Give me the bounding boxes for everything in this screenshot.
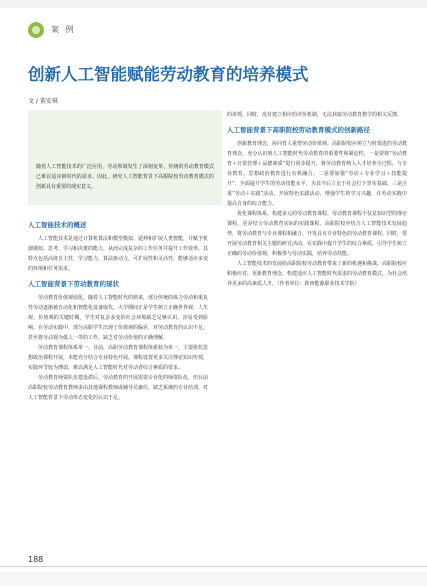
footer-band (0, 572, 427, 586)
paragraph: 人工智能技术是通过计算机算法和模型模拟、延伸和扩展人类智能，并赋予机器感知、思考、学习和决策的能力，从而完成复杂的工作任务并提升工作效率。其特点包括高度自主性、学习能力、算法驱动力，可扩展性和灵活性，能够适应多变的环境和任务需求。 (28, 236, 209, 272)
article-author: 文 / 董安琪 (28, 98, 58, 105)
paragraph: 的讲授，同时，没有建立相应的评价机制，无法获取劳动教育教学的相关反馈。 (227, 112, 403, 118)
abstract-text: 随着人工智能技术的广泛应用，劳动领域发生了深刻变革，传统的劳动教育模式已难以适应新时代的需求。因此，研究人工智能背景下高职院校劳动教育模式的创新具有重要的现实意义。 (36, 164, 214, 190)
left-column (28, 215, 208, 403)
paragraph: 创新教育理念，协同育人重塑劳动价值观。高职院校应树立与时俱进的劳动教育理念，充分认识到人工智能时代劳动教育的重要性和紧迫性，一是要将“劳动教育＋日常管理＋品德素质”进行同步提升，将劳动教育纳入人才培养全过程，与专业教育、思想政治教育进行有机融合。二是要加强“劳动＋专业学习＋技能提升”，全面提升学生的劳动技能水平，为其今后立足于社会打下坚实基础。三是注重“劳动＋实践”活动，开展特色实践活动，增强学生的学习兴趣，在劳动实践中提高自身的综合能力。 (227, 141, 408, 207)
paragraph: 劳动教育课程体系单一。目前，高职劳动教育课程体系较为单一，主要依托思想政治课程开展，未能充分结合专业特色开展。课程设置更多关注理论知识传授，实践环节较为薄弱，难以满足人工智能时代对劳动者综合素质的要求。 (28, 345, 209, 371)
abstract-box (28, 110, 222, 205)
section-heading: 人工智能技术的概述 (28, 221, 87, 229)
section-heading: 人工智能背景下高职院校劳动教育模式的创新路径 (227, 126, 370, 134)
page-number: 188 (28, 555, 44, 564)
paragraph: 优化课程体系，构建多元的劳动教育课程。劳动教育课程不仅是知识型的理论课程，更是结合劳动教育实际的实践课程。高职院校应结合人工智能技术发展趋势，将劳动教育与专业课程相融合，开发具有专业特色的劳动教育课程。同时，要开展劳动教育相关主题的研讨活动，在实践中提升学生的综合素质，引导学生树立正确的劳动价值观，积极参与劳动实践，培养劳动技能。 (227, 211, 408, 257)
section-heading: 人工智能背景下劳动教育的现状 (28, 280, 119, 288)
right-column (227, 110, 407, 289)
section-label: 案 例 (51, 25, 76, 34)
bottom-divider (0, 566, 427, 567)
paragraph: 人工智能技术的发展给高职院校劳动教育带来了新的机遇和挑战。高职院校应积极应对，更新教育理念，构建适应人工智能时代需求的劳动教育模式，为社会培养更多的高素质人才。（作者单位：陕西能源职业技术学院） (227, 261, 408, 287)
paragraph: 劳动教育价值观弱化。随着人工智能时代的到来，部分传统的体力劳动和重复性劳动逐渐被自动化和智能化设备取代。大学期间正是学生树立正确世界观、人生观、价值观的关键时期。学生对复杂多变的社会环境缺乏足够认识，容易受到影响。在劳动实践中，部分高职学生出现了价值观的偏差，对劳动教育的认识不足，甚至将劳动视为低人一等的工作，缺乏对劳动价值的正确理解。 (28, 295, 209, 341)
section-badge-icon (28, 22, 44, 38)
paragraph: 劳动教育师资队伍建设滞后。劳动教育的开展需要专业化的师资队伍，但目前高职院校劳动教育教师多由其他课程教师或辅导员兼任，缺乏系统的专业培训，对人工智能背景下劳动形态变化的认识不足。 (28, 375, 209, 401)
article-title: 创新人工智能赋能劳动教育的培养模式 (28, 65, 309, 84)
top-band (0, 0, 427, 8)
